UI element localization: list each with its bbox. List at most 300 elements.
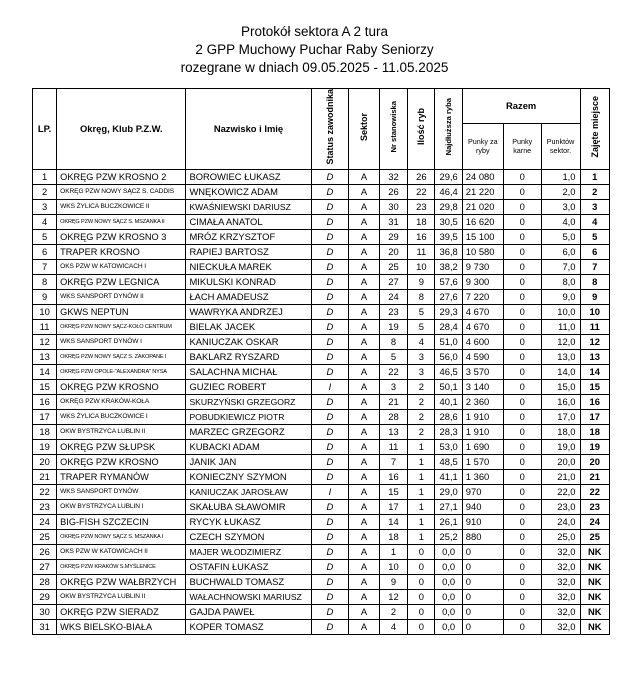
row-fish-count: 11 — [408, 244, 435, 259]
row-sector: A — [349, 304, 379, 319]
header-name: Nazwisko i Imię — [186, 89, 311, 170]
row-points: 2 360 — [462, 394, 503, 409]
row-name: JANIK JAN — [186, 454, 311, 469]
row-longest: 40,1 — [435, 394, 462, 409]
row-longest: 48,5 — [435, 454, 462, 469]
row-lp: 15 — [33, 379, 57, 394]
row-status: D — [311, 169, 349, 184]
row-points: 1 360 — [462, 469, 503, 484]
row-sector: A — [349, 409, 379, 424]
table-row — [33, 544, 610, 559]
row-place: 1 — [580, 169, 610, 184]
row-sector-points: 32,0 — [541, 619, 580, 634]
row-name: BAKLARZ RYSZARD — [186, 349, 311, 364]
row-sector-points: 24,0 — [541, 514, 580, 529]
row-points: 1 570 — [462, 454, 503, 469]
row-points: 3 570 — [462, 364, 503, 379]
row-name: OSTAFIN ŁUKASZ — [186, 559, 311, 574]
row-name: POBUDKIEWICZ PIOTR — [186, 409, 311, 424]
row-status: D — [311, 424, 349, 439]
table-row — [33, 229, 610, 244]
row-points: 4 590 — [462, 349, 503, 364]
row-sector: A — [349, 454, 379, 469]
row-points: 7 220 — [462, 289, 503, 304]
row-fish-count: 0 — [408, 619, 435, 634]
row-fish-count: 9 — [408, 274, 435, 289]
row-status: D — [311, 274, 349, 289]
header-sector-label: Sektor — [359, 112, 370, 141]
row-stand: 31 — [379, 214, 407, 229]
row-sector-points: 20,0 — [541, 454, 580, 469]
row-sector-points: 3,0 — [541, 199, 580, 214]
row-longest: 29,8 — [435, 199, 462, 214]
row-name: WNĘKOWICZ ADAM — [186, 184, 311, 199]
row-sector: A — [349, 229, 379, 244]
row-stand: 19 — [379, 319, 407, 334]
header-sector — [349, 89, 379, 170]
row-lp: 20 — [33, 454, 57, 469]
row-status: D — [311, 259, 349, 274]
row-status: I — [311, 379, 349, 394]
row-points: 880 — [462, 529, 503, 544]
row-lp: 21 — [33, 469, 57, 484]
row-place: 20 — [580, 454, 610, 469]
row-stand: 18 — [379, 529, 407, 544]
row-penalty: 0 — [503, 574, 541, 589]
row-lp: 2 — [33, 184, 57, 199]
row-lp: 31 — [33, 619, 57, 634]
row-place: 18 — [580, 424, 610, 439]
row-status: D — [311, 559, 349, 574]
row-place: NK — [580, 589, 610, 604]
row-name: KONIECZNY SZYMON — [186, 469, 311, 484]
row-points: 0 — [462, 544, 503, 559]
row-status: D — [311, 619, 349, 634]
row-penalty: 0 — [503, 184, 541, 199]
table-row — [33, 499, 610, 514]
row-name: KUBACKI ADAM — [186, 439, 311, 454]
row-status: D — [311, 409, 349, 424]
row-status: D — [311, 229, 349, 244]
row-penalty: 0 — [503, 169, 541, 184]
row-name: MARZEC GRZEGORZ — [186, 424, 311, 439]
row-fish-count: 10 — [408, 259, 435, 274]
row-longest: 0,0 — [435, 589, 462, 604]
header-status-label: Status zawodnika — [324, 89, 335, 165]
row-longest: 25,2 — [435, 529, 462, 544]
row-points: 0 — [462, 559, 503, 574]
row-club: WKS BIELSKO-BIAŁA — [57, 619, 186, 634]
row-club: WKS ŻYLICA BUCZKOWICE II — [57, 199, 186, 214]
row-stand: 7 — [379, 454, 407, 469]
row-place: NK — [580, 559, 610, 574]
row-penalty: 0 — [503, 514, 541, 529]
row-fish-count: 2 — [408, 394, 435, 409]
row-lp: 22 — [33, 484, 57, 499]
row-sector-points: 16,0 — [541, 394, 580, 409]
row-stand: 2 — [379, 604, 407, 619]
row-name: NIECKUŁA MAREK — [186, 259, 311, 274]
table-row — [33, 334, 610, 349]
row-name: CIMAŁA ANATOL — [186, 214, 311, 229]
row-name: MAJER WŁODZIMIERZ — [186, 544, 311, 559]
row-lp: 19 — [33, 439, 57, 454]
row-longest: 50,1 — [435, 379, 462, 394]
row-longest: 28,4 — [435, 319, 462, 334]
row-lp: 13 — [33, 349, 57, 364]
row-longest: 56,0 — [435, 349, 462, 364]
row-fish-count: 5 — [408, 319, 435, 334]
table-row — [33, 244, 610, 259]
row-name: KOPER TOMASZ — [186, 619, 311, 634]
row-lp: 16 — [33, 394, 57, 409]
row-place: 14 — [580, 364, 610, 379]
row-place: 24 — [580, 514, 610, 529]
table-row — [33, 379, 610, 394]
row-status: D — [311, 214, 349, 229]
row-lp: 4 — [33, 214, 57, 229]
row-stand: 26 — [379, 184, 407, 199]
row-longest: 29,6 — [435, 169, 462, 184]
row-penalty: 0 — [503, 394, 541, 409]
row-fish-count: 3 — [408, 364, 435, 379]
row-status: D — [311, 544, 349, 559]
row-name: MRÓZ KRZYSZTOF — [186, 229, 311, 244]
row-name: SKURZYŃSKI GRZEGORZ — [186, 394, 311, 409]
row-place: 3 — [580, 199, 610, 214]
row-penalty: 0 — [503, 529, 541, 544]
row-sector: A — [349, 544, 379, 559]
row-place: 17 — [580, 409, 610, 424]
row-name: GUZIEC ROBERT — [186, 379, 311, 394]
row-place: NK — [580, 619, 610, 634]
row-fish-count: 1 — [408, 484, 435, 499]
row-club: WKS SANSPORT DYNÓW — [57, 484, 186, 499]
row-fish-count: 1 — [408, 499, 435, 514]
row-sector-points: 13,0 — [541, 349, 580, 364]
row-stand: 24 — [379, 289, 407, 304]
row-status: D — [311, 529, 349, 544]
row-points: 3 140 — [462, 379, 503, 394]
row-status: D — [311, 304, 349, 319]
row-club: BIG-FISH SZCZECIN — [57, 514, 186, 529]
row-longest: 26,1 — [435, 514, 462, 529]
row-status: D — [311, 514, 349, 529]
table-row — [33, 529, 610, 544]
row-club: OKS PZW W KATOWICACH II — [57, 544, 186, 559]
row-sector-points: 1,0 — [541, 169, 580, 184]
row-longest: 36,8 — [435, 244, 462, 259]
row-penalty: 0 — [503, 604, 541, 619]
row-stand: 12 — [379, 589, 407, 604]
header-points-fish: Punky za ryby — [462, 124, 503, 169]
row-sector-points: 32,0 — [541, 544, 580, 559]
row-fish-count: 1 — [408, 514, 435, 529]
row-points: 940 — [462, 499, 503, 514]
row-club: OKRĘG PZW NOWY SĄCZ S. CADDIS — [57, 184, 186, 199]
row-name: RAPIEJ BARTOSZ — [186, 244, 311, 259]
row-name: ŁACH AMADEUSZ — [186, 289, 311, 304]
row-sector-points: 21,0 — [541, 469, 580, 484]
row-fish-count: 4 — [408, 334, 435, 349]
row-club: OKRĘG PZW KROSNO 3 — [57, 229, 186, 244]
row-points: 970 — [462, 484, 503, 499]
row-sector: A — [349, 274, 379, 289]
row-club: OKRĘG PZW KROSNO 2 — [57, 169, 186, 184]
row-fish-count: 1 — [408, 454, 435, 469]
row-penalty: 0 — [503, 214, 541, 229]
row-status: D — [311, 364, 349, 379]
row-name: WAŁACHNOWSKI MARIUSZ — [186, 589, 311, 604]
row-stand: 8 — [379, 334, 407, 349]
row-longest: 41,1 — [435, 469, 462, 484]
row-stand: 14 — [379, 514, 407, 529]
row-longest: 39,5 — [435, 229, 462, 244]
row-fish-count: 0 — [408, 559, 435, 574]
row-sector: A — [349, 184, 379, 199]
row-name: WAWRYKA ANDRZEJ — [186, 304, 311, 319]
table-row — [33, 574, 610, 589]
row-name: KANIUCZAK OSKAR — [186, 334, 311, 349]
row-club: OKRĘG PZW KROSNO — [57, 454, 186, 469]
row-penalty: 0 — [503, 319, 541, 334]
row-sector-points: 32,0 — [541, 589, 580, 604]
row-points: 0 — [462, 589, 503, 604]
row-fish-count: 2 — [408, 424, 435, 439]
row-fish-count: 0 — [408, 604, 435, 619]
row-stand: 4 — [379, 619, 407, 634]
row-place: NK — [580, 544, 610, 559]
row-penalty: 0 — [503, 484, 541, 499]
competition-name: 2 GPP Muchowy Puchar Raby Seniorzy — [195, 42, 434, 57]
row-place: 5 — [580, 229, 610, 244]
row-sector: A — [349, 289, 379, 304]
competition-dates: rozegrane w dniach 09.05.2025 - 11.05.2025 — [180, 60, 449, 75]
row-fish-count: 16 — [408, 229, 435, 244]
header-total: Razem — [462, 89, 580, 124]
row-place: 11 — [580, 319, 610, 334]
row-stand: 16 — [379, 469, 407, 484]
table-row — [33, 619, 610, 634]
row-sector: A — [349, 529, 379, 544]
row-longest: 53,0 — [435, 439, 462, 454]
row-lp: 14 — [33, 364, 57, 379]
row-lp: 26 — [33, 544, 57, 559]
row-points: 21 220 — [462, 184, 503, 199]
row-fish-count: 0 — [408, 574, 435, 589]
table-row — [33, 439, 610, 454]
row-club: WKS SANSPORT DYNÓW I — [57, 334, 186, 349]
row-sector: A — [349, 424, 379, 439]
row-place: 4 — [580, 214, 610, 229]
row-sector: A — [349, 604, 379, 619]
table-row — [33, 424, 610, 439]
row-status: D — [311, 184, 349, 199]
row-club: OKRĘG PZW KRAKÓW S.MYŚLENICE — [57, 559, 186, 574]
row-status: D — [311, 469, 349, 484]
row-name: SKAŁUBA SŁAWOMIR — [186, 499, 311, 514]
header-longest-label: Najdłuższa ryba — [444, 98, 454, 156]
row-club: OKRĘG PZW NOWY SĄCZ S. ZAKOPANE I — [57, 349, 186, 364]
row-club: TRAPER RYMANÓW — [57, 469, 186, 484]
row-sector: A — [349, 439, 379, 454]
table-row — [33, 214, 610, 229]
row-penalty: 0 — [503, 304, 541, 319]
row-club: OKRĘG PZW SIERADZ — [57, 604, 186, 619]
row-status: D — [311, 349, 349, 364]
row-longest: 27,1 — [435, 499, 462, 514]
row-sector-points: 5,0 — [541, 229, 580, 244]
row-place: 12 — [580, 334, 610, 349]
row-points: 4 670 — [462, 304, 503, 319]
row-sector: A — [349, 364, 379, 379]
row-sector-points: 17,0 — [541, 409, 580, 424]
table-row — [33, 184, 610, 199]
row-points: 9 730 — [462, 259, 503, 274]
row-sector-points: 32,0 — [541, 574, 580, 589]
row-club: OKRĘG PZW WAŁBRZYCH — [57, 574, 186, 589]
row-fish-count: 1 — [408, 529, 435, 544]
row-sector-points: 12,0 — [541, 334, 580, 349]
row-sector: A — [349, 574, 379, 589]
row-penalty: 0 — [503, 349, 541, 364]
row-lp: 17 — [33, 409, 57, 424]
row-club: OKW BYSTRZYCA LUBLIN I — [57, 499, 186, 514]
table-row — [33, 274, 610, 289]
row-penalty: 0 — [503, 454, 541, 469]
row-status: D — [311, 439, 349, 454]
row-points: 9 300 — [462, 274, 503, 289]
row-lp: 1 — [33, 169, 57, 184]
row-stand: 9 — [379, 574, 407, 589]
header-status — [311, 89, 349, 170]
row-sector: A — [349, 379, 379, 394]
row-club: OKRĘG PZW LEGNICA — [57, 274, 186, 289]
row-name: KWAŚNIEWSKI DARIUSZ — [186, 199, 311, 214]
row-penalty: 0 — [503, 589, 541, 604]
row-place: NK — [580, 574, 610, 589]
table-row — [33, 514, 610, 529]
row-club: GKWS NEPTUN — [57, 304, 186, 319]
row-club: WKS SANSPORT DYNÓW II — [57, 289, 186, 304]
row-fish-count: 5 — [408, 304, 435, 319]
row-fish-count: 23 — [408, 199, 435, 214]
row-status: D — [311, 319, 349, 334]
row-sector-points: 7,0 — [541, 259, 580, 274]
row-stand: 13 — [379, 424, 407, 439]
row-sector: A — [349, 319, 379, 334]
row-club: OKW BYSTRZYCA LUBLIN II — [57, 424, 186, 439]
row-name: CZECH SZYMON — [186, 529, 311, 544]
table-row — [33, 559, 610, 574]
row-place: 8 — [580, 274, 610, 289]
row-longest: 29,0 — [435, 484, 462, 499]
row-sector: A — [349, 499, 379, 514]
row-name: SALACHNA MICHAŁ — [186, 364, 311, 379]
row-place: 25 — [580, 529, 610, 544]
row-sector: A — [349, 589, 379, 604]
row-stand: 30 — [379, 199, 407, 214]
row-points: 10 580 — [462, 244, 503, 259]
row-stand: 28 — [379, 409, 407, 424]
row-sector-points: 11,0 — [541, 319, 580, 334]
row-penalty: 0 — [503, 424, 541, 439]
row-sector-points: 2,0 — [541, 184, 580, 199]
row-club: OKRĘG PZW SŁUPSK — [57, 439, 186, 454]
row-penalty: 0 — [503, 544, 541, 559]
row-stand: 5 — [379, 349, 407, 364]
row-sector: A — [349, 244, 379, 259]
row-fish-count: 1 — [408, 439, 435, 454]
header-longest — [435, 89, 462, 170]
row-penalty: 0 — [503, 499, 541, 514]
row-sector-points: 4,0 — [541, 214, 580, 229]
row-lp: 11 — [33, 319, 57, 334]
table-row — [33, 394, 610, 409]
row-fish-count: 8 — [408, 289, 435, 304]
table-row — [33, 169, 610, 184]
row-stand: 25 — [379, 259, 407, 274]
row-sector-points: 6,0 — [541, 244, 580, 259]
row-lp: 12 — [33, 334, 57, 349]
row-sector: A — [349, 214, 379, 229]
header-penalty: Punky karne — [503, 124, 541, 169]
row-stand: 11 — [379, 439, 407, 454]
row-sector-points: 22,0 — [541, 484, 580, 499]
row-fish-count: 0 — [408, 544, 435, 559]
table-row — [33, 349, 610, 364]
row-name: BUCHWALD TOMASZ — [186, 574, 311, 589]
row-place: 13 — [580, 349, 610, 364]
header-fish-count — [408, 89, 435, 170]
row-lp: 5 — [33, 229, 57, 244]
row-status: I — [311, 484, 349, 499]
header-lp: LP. — [33, 89, 57, 170]
row-sector: A — [349, 514, 379, 529]
row-sector-points: 18,0 — [541, 424, 580, 439]
results-table — [32, 88, 610, 635]
row-points: 16 620 — [462, 214, 503, 229]
row-sector: A — [349, 259, 379, 274]
row-fish-count: 18 — [408, 214, 435, 229]
row-sector: A — [349, 169, 379, 184]
row-longest: 46,5 — [435, 364, 462, 379]
row-longest: 30,5 — [435, 214, 462, 229]
row-status: D — [311, 499, 349, 514]
row-longest: 0,0 — [435, 544, 462, 559]
row-lp: 27 — [33, 559, 57, 574]
row-longest: 28,3 — [435, 424, 462, 439]
row-longest: 0,0 — [435, 604, 462, 619]
row-sector-points: 10,0 — [541, 304, 580, 319]
row-penalty: 0 — [503, 379, 541, 394]
table-row — [33, 199, 610, 214]
row-points: 0 — [462, 604, 503, 619]
row-lp: 3 — [33, 199, 57, 214]
row-sector: A — [349, 349, 379, 364]
table-row — [33, 304, 610, 319]
row-club: OKW BYSTRZYCA LUBLIN II — [57, 589, 186, 604]
row-status: D — [311, 589, 349, 604]
row-stand: 1 — [379, 544, 407, 559]
row-status: D — [311, 334, 349, 349]
row-name: MIKULSKI KONRAD — [186, 274, 311, 289]
row-sector-points: 8,0 — [541, 274, 580, 289]
row-sector: A — [349, 469, 379, 484]
header-sector-points: Punktów sektor. — [541, 124, 580, 169]
row-sector-points: 32,0 — [541, 604, 580, 619]
row-place: 9 — [580, 289, 610, 304]
